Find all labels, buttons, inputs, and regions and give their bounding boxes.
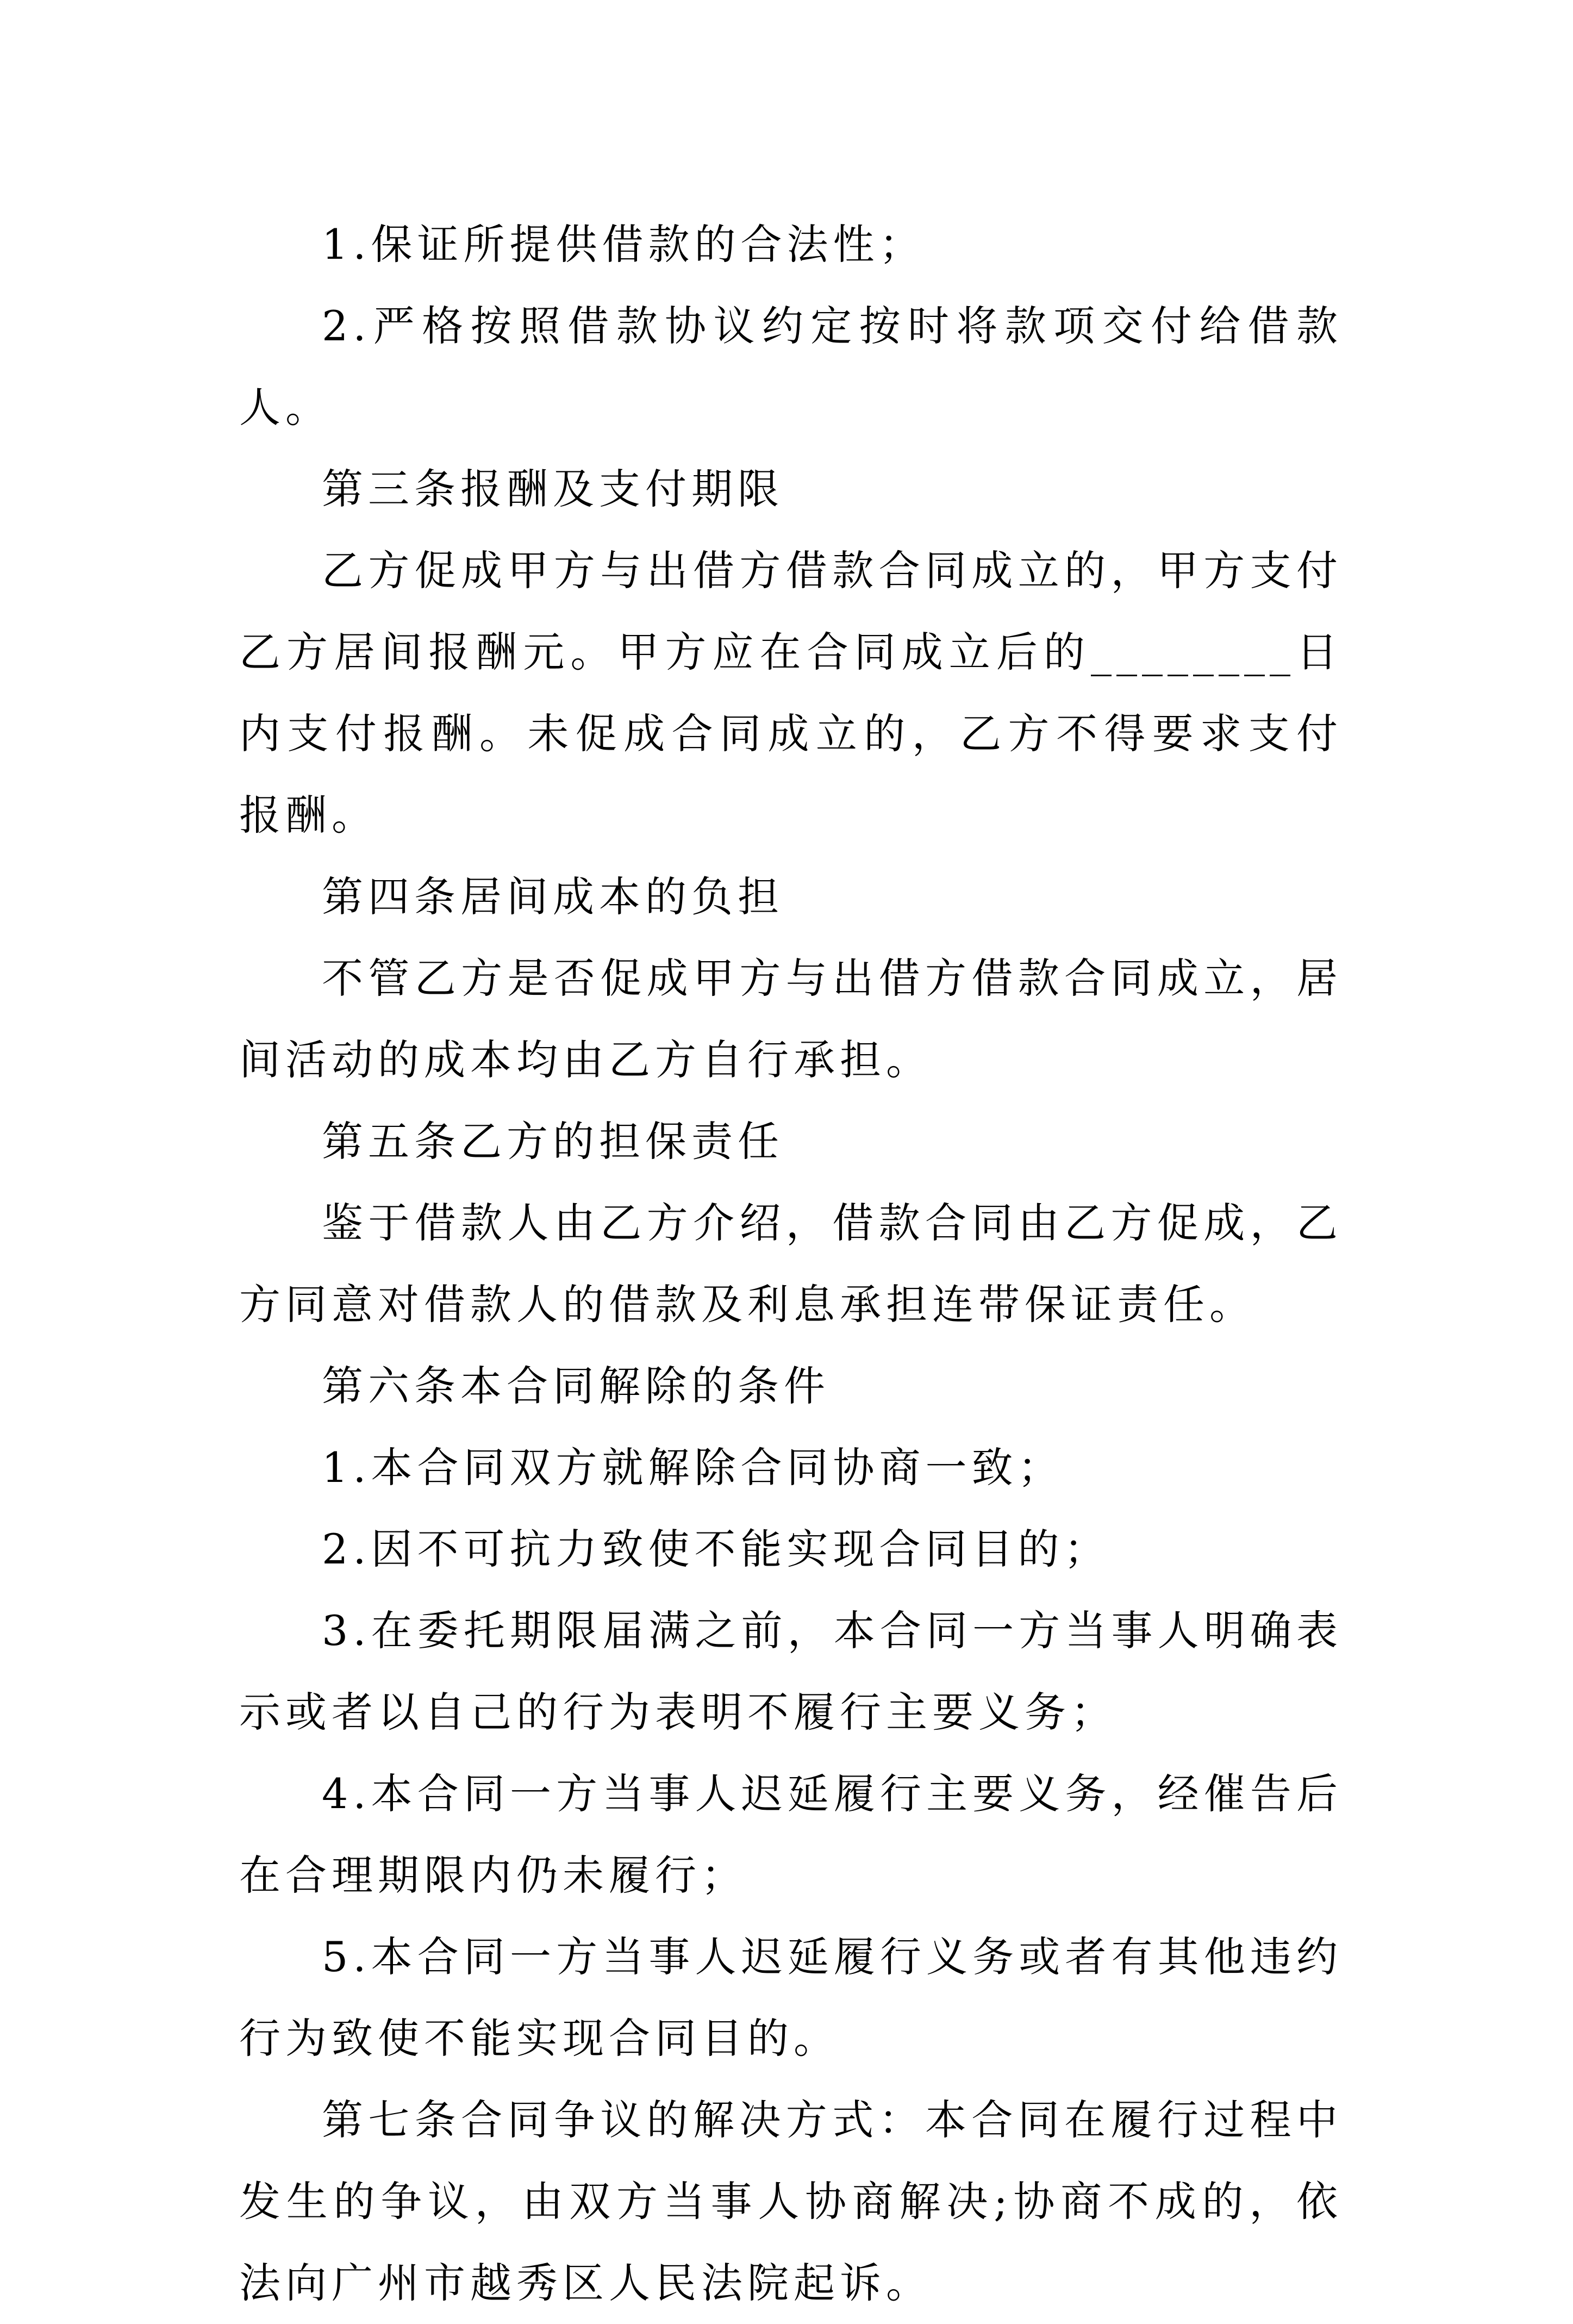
article-4-heading: 第四条居间成本的负担 xyxy=(322,873,784,921)
article-6-item-3: 3.在委托期限届满之前，本合同一方当事人明确表示或者以自己的行为表明不履行主要义务； xyxy=(239,1606,1343,1736)
article-7-body: 第七条合同争议的解决方式：本合同在履行过程中发生的争议，由双方当事人协商解决;协商不成的，依法向广州市越秀区人民法院起诉。 xyxy=(239,2096,1343,2307)
article-3-heading: 第三条报酬及支付期限 xyxy=(322,465,784,513)
list-item-deliver-funds: 2.严格按照借款协议约定按时将款项交付给借款人。 xyxy=(239,302,1343,432)
article-3-body: 乙方促成甲方与出借方借款合同成立的，甲方支付乙方居间报酬元。甲方应在合同成立后的________日内支付报酬。未促成合同成立的，乙方不得要求支付报酬。 xyxy=(239,546,1343,839)
article-5-heading: 第五条乙方的担保责任 xyxy=(322,1117,784,1166)
article-4-body: 不管乙方是否促成甲方与出借方借款合同成立，居间活动的成本均由乙方自行承担。 xyxy=(239,954,1343,1084)
article-6-heading: 第六条本合同解除的条件 xyxy=(322,1362,830,1410)
article-5-body: 鉴于借款人由乙方介绍，借款合同由乙方促成，乙方同意对借款人的借款及利息承担连带保证责任。 xyxy=(239,1199,1343,1329)
list-item-guarantee-legality: 1.保证所提供借款的合法性； xyxy=(322,220,926,269)
article-6-item-2: 2.因不可抗力致使不能实现合同目的； xyxy=(322,1525,1110,1573)
article-6-item-5: 5.本合同一方当事人迟延履行义务或者有其他违约行为致使不能实现合同目的。 xyxy=(239,1933,1343,2063)
article-6-item-4: 4.本合同一方当事人迟延履行主要义务，经催告后在合理期限内仍未履行； xyxy=(239,1770,1343,1899)
article-6-item-1: 1.本合同双方就解除合同协商一致； xyxy=(322,1443,1064,1492)
document-body xyxy=(239,204,1343,2324)
